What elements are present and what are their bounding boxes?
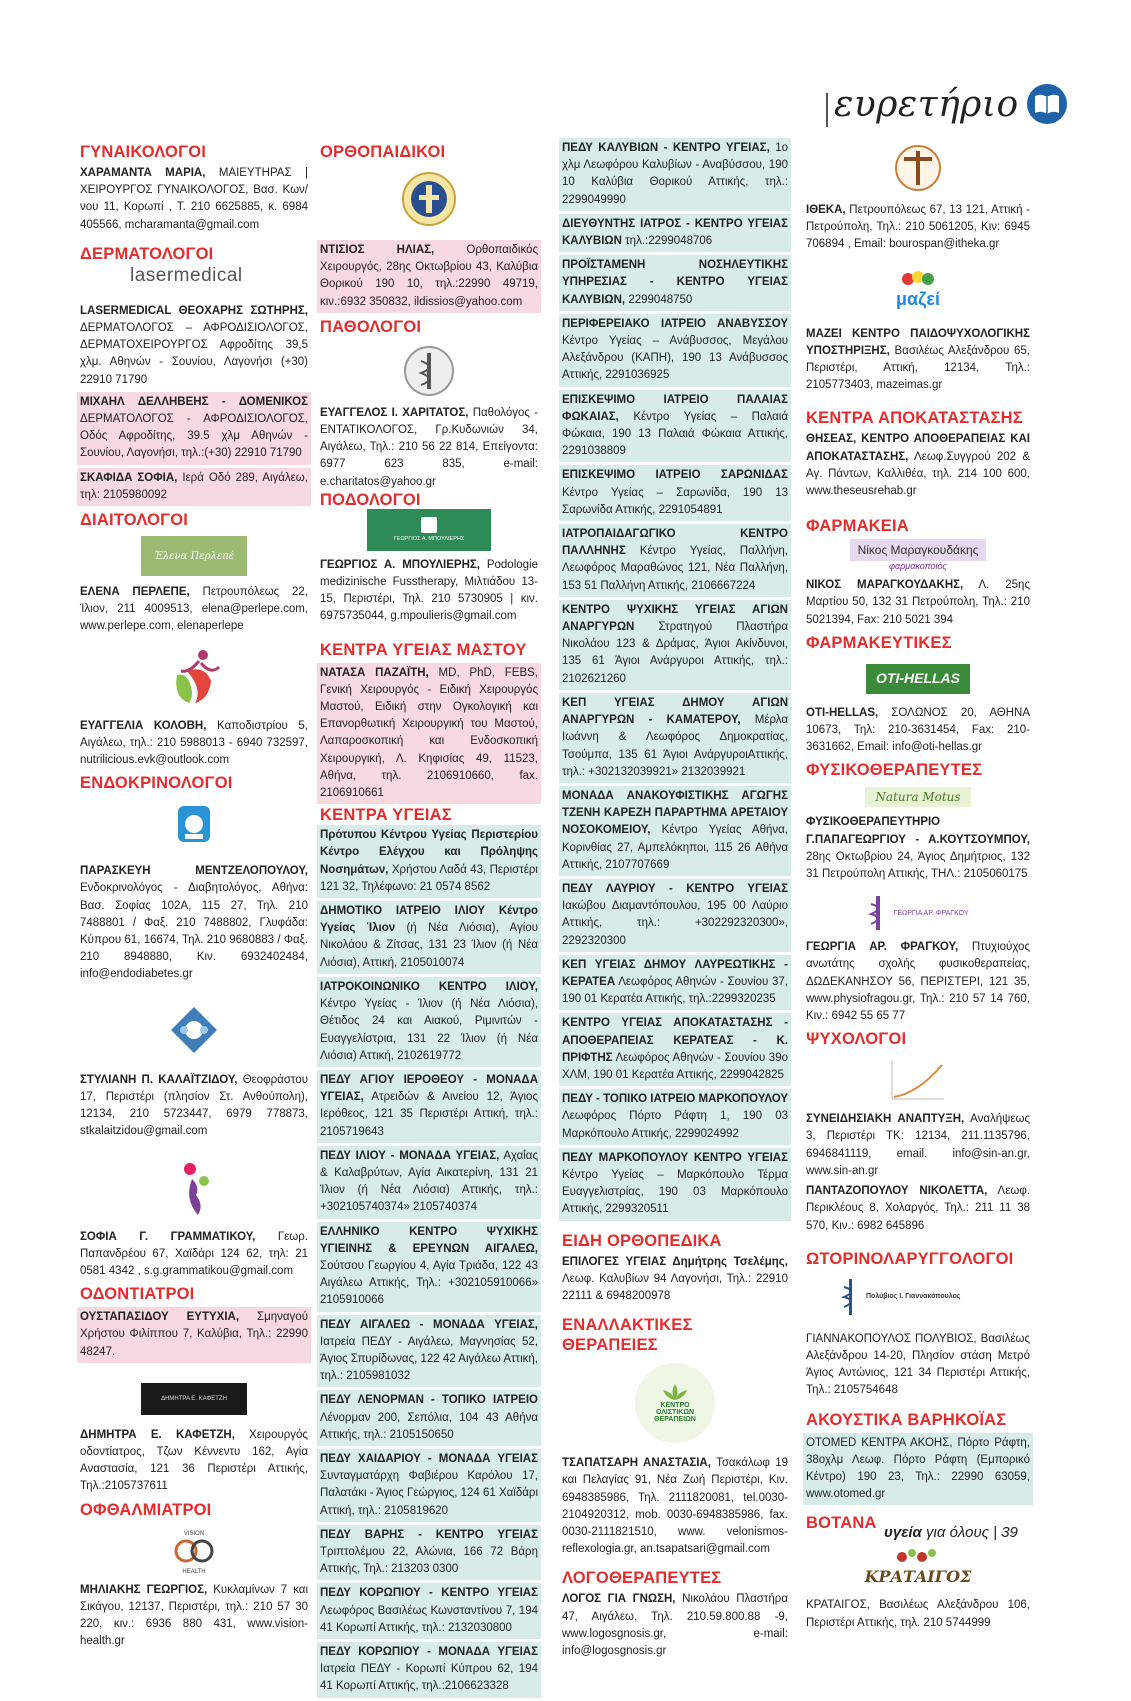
perlepe-logo: Έλενα Περλεπέ <box>80 536 308 576</box>
column-3 <box>562 138 788 1663</box>
header-divider <box>826 93 828 127</box>
natura-motus-logo: Natura Motus <box>806 786 1030 808</box>
listing-highlight: ΜΙΧΑΗΛ ΔΕΛΛΗΒΕΗΣ - ΔΟΜΕΝΙΚΟΣ ΔΕΡΜΑΤΟΛΟΓΟΣ - ΑΦΡΟΔΙΣΙΟΛΟΓΟΣ, Οδός Αφροδίτης, 39.5 χλμ Αθηνών - Σουνίου, Λαγονήσι, τηλ.:(+30) 22910 71790 <box>77 392 311 465</box>
section-heading: ΔΕΡΜΑΤΟΛΟΓΟΙ <box>80 244 214 263</box>
fragou-logo: ΓΕΩΡΓΙΑ ΑΡ. ΦΡΑΓΚΟΥ <box>806 893 1030 933</box>
column-2 <box>320 138 538 1701</box>
listing: ΣΟΦΙΑ Γ. ΓΡΑΜΜΑΤΙΚΟΥ, Γεωρ. Παπανδρέου 67, Χαϊδάρι 124 62, τηλ: 21 0581 4342 , s.g.grammatikou@gmail.com <box>80 1230 308 1277</box>
listing-highlight: ΠΡΟΪΣΤΑΜΕΝΗ ΝΟΣΗΛΕΥΤΙΚΗΣ ΥΠΗΡΕΣΙΑΣ - ΚΕΝΤΡΟ ΥΓΕΙΑΣ ΚΑΛΥΒΙΩΝ, 2299048750 <box>559 255 791 311</box>
book-icon <box>1027 84 1067 124</box>
section-heading: ΟΡΘΟΠΑΙΔΙΚΟΙ <box>320 143 446 161</box>
oti-hellas-logo: OTI-HELLAS <box>806 659 1030 699</box>
svg-text:VISION: VISION <box>183 1530 205 1537</box>
listing-highlight: ΠΕΔΥ ΚΟΡΩΠΙΟΥ - ΜΟΝΑΔΑ ΥΓΕΙΑΣ Ιατρεία ΠΕΔΥ - Κορωπί Κύπρου 62, 194 41 Κορωπί Αττικής, τηλ.:2106623328 <box>317 1642 541 1698</box>
section-heading: ΚΕΝΤΡΑ ΥΓΕΙΑΣ <box>320 806 452 825</box>
grammatikou-logo <box>80 1157 308 1221</box>
growth-logo <box>806 1055 1030 1105</box>
itheka-logo <box>806 142 1030 194</box>
listing: ΕΥΑΓΓΕΛΟΣ Ι. ΧΑΡΙΤΑΤΟΣ, Παθολόγος - ΕΝΤΑΤΙΚΟΛΟΓΟΣ, Γρ.Κυδωνιών 34, Αιγάλεω, Τηλ.: 210 56 22 814, Επείγοντα: 6977 623 835, e-mail: e.charitatos@yahoo.gr <box>320 406 538 488</box>
listing: ΦΥΣΙΚΟΘΕΡΑΠΕΥΤΗΡΙΟ Γ.ΠΑΠΑΓΕΩΡΓΙΟΥ - Α.ΚΟΥΤΣΟΥΜΠΟΥ, 28ης Οκτωβρίου 24, Άγιος Δημήτριος, 132 31 Πετρούπολη Αττικής, ΤΗΛ.: 2105060175 <box>806 816 1030 881</box>
kafetzi-logo: ΔΗΜΗΤΡΑ Ε. ΚΑΦΕΤΖΗ <box>80 1377 308 1421</box>
listing: LASERMEDICAL ΘΕΟΧΑΡΗΣ ΣΩΤΗΡΗΣ, ΔΕΡΜΑΤΟΛΟΓΟΣ – ΑΦΡΟΔΙΣΙΟΛΟΓΟΣ, ΔΕΡΜΑΤΟΧΕΙΡΟΥΡΓΟΣ Αφροδίτης 39,5 χλμ. Αθηνών - Σουνίου, Λαγονήσι (+30) 22910 71790 <box>80 304 308 386</box>
section-heading: ΔΙΑΙΤΟΛΟΓΟΙ <box>80 511 189 530</box>
listing: ΕΥΑΓΓΕΛΙΑ ΚΟΛΟΒΗ, Καποδιστρίου 5, Αιγάλεω, τηλ.: 210 5988013 - 6940 732597, nutrilicious.evk@outlook.com <box>80 719 308 767</box>
endo-logo <box>80 799 308 849</box>
holistic-center-logo: ΚΕΝΤΡΟ ΟΛΙΣΤΙΚΩΝ ΘΕΡΑΠΕΙΩΝ <box>562 1361 788 1445</box>
section-heading: ΒΟΤΑΝΑ <box>806 1514 877 1533</box>
listing-highlight: ΙΑΤΡΟΠΑΙΔΑΓΩΓΙΚΟ ΚΕΝΤΡΟ ΠΑΛΛΗΝΗΣ Κέντρο Υγείας, Παλλήνη, Λεωφόρος Μαραθώνος 121, Νέα Παλλήνη, 153 51 Παλλήνη Αττικής, 2106667224 <box>559 524 791 597</box>
listing-highlight: ΠΕΔΥ ΙΛΙΟΥ - ΜΟΝΑΔΑ ΥΓΕΙΑΣ, Αχαΐας & Καλαβρύτων, Αγία Αικατερίνη, 131 21 Ίλιον (ή Νέα Λιόσια) Αττικής, τηλ.: +302105740374» 2105740374 <box>317 1146 541 1219</box>
listing: ΕΛΕΝΑ ΠΕΡΛΕΠΕ, Πετρουπόλεως 22, Ίλιον, 211 4009513, elena@perlepe.com, www.perlepe.com, elenaperlepe <box>80 586 308 633</box>
section-heading: ΦΑΡΜΑΚΕΥΤΙΚΕΣ <box>806 633 952 652</box>
listing: ΠΑΝΤΑΖΟΠΟΥΛΟΥ ΝΙΚΟΛΕΤΤΑ, Λεωφ. Περικλέους 8, Χολαργός, Τηλ.: 211 11 38 570, Κιν.: 6982 645896 <box>806 1185 1030 1232</box>
listing: ΝΙΚΟΣ ΜΑΡΑΓΚΟΥΔΑΚΗΣ, Λ. 25ης Μαρτίου 50, 132 31 Πετρούπολη, Τηλ.: 210 5021394, Fax: 210 5021 394 <box>806 579 1030 626</box>
section-heading: ΓΥΝΑΙΚΟΛΟΓΟΙ <box>80 143 207 161</box>
section-heading: ΕΝΔΟΚΡΙΝΟΛΟΓΟΙ <box>80 774 233 793</box>
listing: ΙΘΕΚΑ, Πετρουπόλεως 67, 13 121, Αττική - Πετρούπολη, Τηλ.: 210 5061205, Κιν: 6945 706894 , Email: bourospan@itheka.gr <box>806 204 1030 251</box>
listing-highlight: ΝΤΙΣΙΟΣ ΗΛΙΑΣ, Ορθοπαιδικός Χειρουργός, 28ης Οκτωβρίου 43, Καλύβια Θορικού 190 10, τηλ.:22990 49719, κιν.:6932 350832, ildissios@yahoo.com <box>317 240 541 313</box>
listing: ΛΟΓΟΣ ΓΙΑ ΓΝΩΣΗ, Νικολάου Πλαστήρα 47, Αιγάλεω, Τηλ. 210.59.800.88 -9, www.logosgnosis.gr, e-mail: info@logosgnosis.gr <box>562 1593 788 1658</box>
listing: ΚΡΑΤΑΙΓΟΣ, Βασιλέως Αλεξάνδρου 106, Περιστέρι Αττικής, τηλ. 210 5744999 <box>806 1599 1030 1629</box>
listing: ΜΑΖΕΙ ΚΕΝΤΡΟ ΠΑΙΔΟΨΥΧΟΛΟΓΙΚΗΣ ΥΠΟΣΤΗΡΙΞΗΣ, Βασιλέως Αλεξάνδρου 65, Περιστέρι, Αττική, 12134, Τηλ.: 2105773403, mazeimas.gr <box>806 327 1030 392</box>
section-heading: ΟΦΘΑΛΜΙΑΤΡΟΙ <box>80 1500 212 1519</box>
section-heading: ΦΥΣΙΚΟΘΕΡΑΠΕΥΤΕΣ <box>806 761 983 780</box>
section-heading: ΚΕΝΤΡΑ ΑΠΟΚΑΤΑΣΤΑΣΗΣ <box>806 409 1023 428</box>
listing: ΔΗΜΗΤΡΑ Ε. ΚΑΦΕΤΖΗ, Χειρουργός οδοντίατρος, Τζων Κέννεντυ 162, Αγία Αναστασία, 121 36 Περιστέρι Αττικής, Τηλ.:2105737611 <box>80 1428 308 1493</box>
section-heading: ΠΟΔΟΛΟΓΟΙ <box>320 490 421 509</box>
listing: ΣΥΝΕΙΔΗΣΙΑΚΗ ΑΝΑΠΤΥΞΗ, Αναλήψεως 3, Περιστέρι ΤΚ: 12134, 211.1135796, 6946841119, email. info@sin-an.gr, www.sin-an.gr <box>806 1113 1030 1177</box>
listing-highlight: ΕΠΙΣΚΕΨΙΜΟ ΙΑΤΡΕΙΟ ΠΑΛΑΙΑΣ ΦΩΚΑΙΑΣ, Κέντρο Υγείας – Παλαιά Φώκαια, 190 13 Παλαιά Φώκαια Αττικής, 2291038809 <box>559 390 791 463</box>
section-heading: ΑΚΟΥΣΤΙΚΑ ΒΑΡΗΚΟΪΑΣ <box>806 1410 1007 1429</box>
page-header <box>826 74 1067 134</box>
listing-highlight: ΠΕΔΥ ΑΙΓΑΛΕΩ - ΜΟΝΑΔΑ ΥΓΕΙΑΣ, Ιατρεία ΠΕΔΥ - Αιγάλεω, Μαγνησίας 52, Άγιος Σπυρίδωνας, 122 42 Αιγάλεω Αττική, τηλ.: 2105981032 <box>317 1315 541 1388</box>
listing: ΤΣΑΠΑΤΣΑΡΗ ΑΝΑΣΤΑΣΙΑ, Τσακάλωφ 19 και Πελαγίας 91, Νέα Ζωή Περιστέρι, Κιν. 6948385986, Τηλ. 2111820081, tel.0030-2104920312, mob. 0030-6948385986, fax. 0030-2111821510, www. velonismos-reflexologia.gr, an.tsapatsari@gmail.com <box>562 1457 788 1556</box>
listing-highlight: ΠΕΔΥ ΚΑΛΥΒΙΩΝ - ΚΕΝΤΡΟ ΥΓΕΙΑΣ, 1ο χλμ Λεωφόρου Καλυβίων - Αναβύσσου, 190 10 Καλύβια Θορικού Αττικής, τηλ.: 2299049990 <box>559 138 791 211</box>
listing-highlight: ΕΛΛΗΝΙΚΟ ΚΕΝΤΡΟ ΨΥΧΙΚΗΣ ΥΓΙΕΙΝΗΣ & ΕΡΕΥΝΩΝ ΑΙΓΑΛΕΩ, Σούτσου Γεωργίου 4, Αγία Τριάδα, 122 43 Αιγάλεω Αττικής, Τηλ.: +302105910066» 2105910066 <box>317 1222 541 1312</box>
pharmacy-logo: Νίκος Μαραγκουδάκης φαρμακοποιός <box>806 539 1030 571</box>
listing-highlight: Πρότυπου Κέντρου Υγείας Περιστερίου Κέντρο Ελέγχου και Πρόληψης Νοσημάτων, Χρήστου Λαδά 43, Περιστέρι 121 32, Τηλέφωνο: 21 0574 8562 <box>317 825 541 898</box>
listing: OTI-HELLAS, ΣΟΛΩΝΟΣ 20, ΑΘΗΝΑ 10673, Τηλ: 210-3631454, Fax: 210-3631662, Email: info@oti-hellas.gr <box>806 706 1030 754</box>
section-heading: ΛΟΓΟΘΕΡΑΠΕΥΤΕΣ <box>562 1569 722 1588</box>
listing-highlight: ΜΟΝΑΔΑ ΑΝΑΚΟΥΦΙΣΤΙΚΗΣ ΑΓΩΓΗΣ ΤΖΕΝΗ ΚΑΡΕΖΗ ΠΑΡΑΡΤΗΜΑ ΑΡΕΤΑΙΟΥ ΝΟΣΟΚΟΜΕΙΟΥ, Κέντρο Υγείας Αθήνα, Κορινθίας 27, Αμπελόκηποι, 115 26 Αθήνα Αττικής, 2107707669 <box>559 786 791 876</box>
listing-highlight: ΝΑΤΑΣΑ ΠΑΖΑΪΤΗ, MD, PhD, FEBS, Γενική Χειρουργός - Ειδική Χειρουργός Μαστού, Ειδική στην Ογκολογική και Επανορθωτική Χειρουργική του Μαστού, Λαπαροσκοπική και Ενδοσκοπική Χειρουργική, Λ. Κηφισίας 49, 11523, Αθήνα, τηλ. 2106910660, fax. 2106910661 <box>317 663 541 805</box>
listing-highlight: ΚΕΝΤΡΟ ΨΥΧΙΚΗΣ ΥΓΕΙΑΣ ΑΓΙΩΝ ΑΝΑΡΓΥΡΩΝ Στρατηγού Πλαστήρα Νικολάου 123 & Δράμας, Άγιοι Ακίνδυνοι, 135 61 Άγιοι Ανάργυροι Αττικής, τηλ.: 2102621260 <box>559 600 791 690</box>
apple-logo <box>80 642 308 712</box>
listing-highlight: ΙΑΤΡΟΚΟΙΝΩΝΙΚΟ ΚΕΝΤΡΟ ΙΛΙΟΥ, Κέντρο Υγείας - Ίλιον (ή Νέα Λιόσια), Θέτιδος 24 και Αιακού, Ριμινιτών - Ευαγγελίστρια, 131 22 Ίλιον (ή Νέα Λιόσια) Αττική, 2102619772 <box>317 977 541 1067</box>
kalaitzidou-logo <box>80 1000 308 1060</box>
section-heading: ΠΑΘΟΛΟΓΟΙ <box>320 317 422 336</box>
listing: ΣΤΥΛΙΑΝΗ Π. ΚΑΛΑΪΤΖΙΔΟΥ, Θεοφράστου 17, Περιστέρι (πλησίον Στ. Ανθούπολη), 12134, 210 5723447, 6979 778873, stkalaitzidou@gmail.com <box>80 1073 308 1138</box>
listing-highlight: ΠΕΔΥ - ΤΟΠΙΚΟ ΙΑΤΡΕΙΟ ΜΑΡΚΟΠΟΥΛΟΥ Λεωφόρος Πόρτο Ράφτη 1, 190 03 Μαρκόπουλο Αττικής, 2299024992 <box>559 1089 791 1145</box>
listing-highlight: ΠΕΔΥ ΚΟΡΩΠΙΟΥ - ΚΕΝΤΡΟ ΥΓΕΙΑΣ Λεωφόρος Βασιλέως Κωνσταντίνου 7, 194 41 Κορωπί Αττικής, τηλ.: 2132030800 <box>317 1583 541 1639</box>
listing: ΜΗΛΙΑΚΗΣ ΓΕΩΡΓΙΟΣ, Κυκλαμίνων 7 και Σικάγου, 12137, Περιστέρι, τηλ.: 210 57 30 220, κιν.: 6936 880 431, www.vision-health.gr <box>80 1583 309 1648</box>
listing: ΓΕΩΡΓΙΟΣ Α. ΜΠΟΥΛΙΕΡΗΣ, Podologie medizinische Fusstherapy, Μιλτιάδου 13-15, Περιστέρι, Τηλ. 210 5730905 | κιν. 6975735044, g.mpoulieris@gmail.com <box>320 558 538 623</box>
mpoulieris-logo: ΓΕΩΡΓΙΟΣ Α. ΜΠΟΥΛΙΕΡΗΣ <box>320 509 538 551</box>
listing-highlight: ΠΕΔΥ ΒΑΡΗΣ - ΚΕΝΤΡΟ ΥΓΕΙΑΣ Τριπτολέμου 22, Αλώνια, 166 72 Βάρη Αττικής, Τηλ.: 213203 0300 <box>317 1525 541 1581</box>
listing: ΧΑΡΑΜΑΝΤΑ ΜΑΡΙΑ, ΜΑΙΕΥΤΗΡΑΣ |ΧΕΙΡΟΥΡΓΟΣ ΓΥΝΑΙΚΟΛΟΓΟΣ, Βασ. Κων/νου 11, Κορωπί , Τ. 210 6625885, κ. 6984 405566, mcharamanta@gmail.com <box>80 167 308 231</box>
listing-highlight: ΚΕΝΤΡΟ ΥΓΕΙΑΣ ΑΠΟΚΑΤΑΣΤΑΣΗΣ - ΑΠΟΘΕΡΑΠΕΙΑΣ ΚΕΡΑΤΕΑΣ - Κ. ΠΡΙΦΤΗΣ Λεωφόρος Αθηνών - Σουνίου 39ο ΧΛΜ, 190 01 Κερατέα Αττικής, 2299042825 <box>559 1013 791 1086</box>
listing-highlight: ΟΥΣΤΑΠΑΣΙΔΟΥ ΕΥΤΥΧΙΑ, Σμηναγού Χρήστου Φιλίππου 7, Καλύβια, Τηλ.: 22990 48247. <box>77 1307 311 1363</box>
listing-highlight: ΚΕΠ ΥΓΕΙΑΣ ΔΗΜΟΥ ΑΓΙΩΝ ΑΝΑΡΓΥΡΩΝ - ΚΑΜΑΤΕΡΟΥ, Μέρλα Ιωάννη & Λεωφόρος Δημοκρατίας, Τσούμπα, 135 61 Άγιοι ΑνάργυροιΑττικής, τηλ.: +302132039921» 2132039921 <box>559 693 791 783</box>
caduceus-logo <box>320 343 538 399</box>
listing: ΓΕΩΡΓΙΑ ΑΡ. ΦΡΑΓΚΟΥ, Πτυχιούχος ανωτάτης σχολής φυσικοθεραπείας, ΔΩΔΕΚΑΝΗΣΟΥ 56, ΠΕΡΙΣΤΕΡΙ, 121 35, www.physiofragou.gr, Τηλ.: 210 57 14 760, Κιν.: 6942 55 65 77 <box>806 941 1030 1023</box>
column-4 <box>806 138 1030 1635</box>
krataigos-logo: ΚΡΑΤΑΙΓΟΣ <box>806 1539 1030 1591</box>
listing-highlight: ΠΕΔΥ ΧΑΙΔΑΡΙΟΥ - ΜΟΝΑΔΑ ΥΓΕΙΑΣ Συνταγματάρχη Φαβιέρου Καρόλου 17, Παλατάκι - Άγιος Γεώργιος, 124 61 Χαϊδάρι Αττική, τηλ.: 2105819620 <box>317 1449 541 1522</box>
ent-logo: Πολύβιος Ι. Γιαννακόπουλος <box>840 1275 1030 1319</box>
orthopedic-logo <box>320 168 538 230</box>
listing: ΠΑΡΑΣΚΕΥΗ ΜΕΝΤΖΕΛΟΠΟΥΛΟΥ, Ενδοκρινολόγος - Διαβητολόγος, Αθήνα: Βασ. Σοφίας 102Α, 115 27, Τηλ. 210 7488801 / Φαξ. 210 7488802, Γλυφάδα: Κύπρου 61, 16674, Τηλ. 210 9680883 / Φαξ. 210 8948880, Κιν. 6932402484, info@endodiabetes.gr <box>80 865 308 981</box>
listing-highlight: ΠΕΔΥ ΜΑΡΚΟΠΟΥΛΟΥ ΚΕΝΤΡΟ ΥΓΕΙΑΣ Κέντρο Υγείας – Μαρκόπουλο Τέρμα Ευαγγελιστρίας, 190 03 Μαρκόπουλο Αττικής, 2299320511 <box>559 1148 791 1221</box>
vision-health-logo <box>80 1526 308 1576</box>
listing-highlight: ΠΕΔΥ ΛΑΥΡΙΟΥ - ΚΕΝΤΡΟ ΥΓΕΙΑΣ Ιακώβου Διαμαντόπουλου, 195 00 Λαύριο Αττικής, τηλ.: +302292320300», 2292320300 <box>559 879 791 952</box>
listing-highlight: ΠΕΔΥ ΛΕΝΟΡΜΑΝ - ΤΟΠΙΚΟ ΙΑΤΡΕΙΟ Λένορμαν 200, Σεπόλια, 104 43 Αθήνα Αττικής, τηλ.: 2105150650 <box>317 1390 541 1446</box>
listing-highlight: ΣΚΑΦΙΔΑ ΣΟΦΙΑ, Ιερά Οδό 289, Αιγάλεω, τηλ: 2105980092 <box>77 468 311 506</box>
section-heading: ΕΝΑΛΛΑΚΤΙΚΕΣ ΘΕΡΑΠΕΙΕΣ <box>562 1316 693 1355</box>
section-heading: ΟΔΟΝΤΙΑΤΡΟΙ <box>80 1285 195 1304</box>
listing: ΓΙΑΝΝΑΚΟΠΟΥΛΟΣ ΠΟΛΥΒΙΟΣ, Βασιλέως Αλεξάνδρου 14-20, Πλησίον στάση Μετρό Άγιος Αντώνιος, 121 34 Περιστέρι Αττικής, Τηλ.: 2105754648 <box>806 1332 1030 1397</box>
listing-highlight: ΔΗΜΟΤΙΚΟ ΙΑΤΡΕΙΟ ΙΛΙΟΥ Κέντρο Υγείας Ίλιον (ή Νέα Λιόσια), Αγίου Νικολάου & Ζίτσας, 131 23 Ίλιον (ή Νέα Λιόσια), Αττική, 2105010074 <box>317 901 541 974</box>
page-footer: υγεία για όλους | 39 <box>884 1524 1018 1541</box>
section-heading: ΦΑΡΜΑΚΕΙΑ <box>806 517 909 536</box>
section-heading: ΨΥΧΟΛΟΓΟΙ <box>806 1030 907 1049</box>
lasermedical-logo: lasermedical <box>130 264 243 286</box>
listing-highlight: OTOMED ΚΕΝΤΡΑ ΑΚΟΗΣ, Πόρτο Ράφτη, 38οχλμ Λεωφ. Πόρτο Ράφτη (Εμπορικό Κέντρο) 190 23, Τηλ.: 22990 63059, www.otomed.gr <box>803 1433 1033 1506</box>
mazei-logo: μαζεί <box>806 260 1030 320</box>
section-heading: ΚΕΝΤΡΑ ΥΓΕΙΑΣ ΜΑΣΤΟΥ <box>320 640 527 659</box>
section-heading: ΩΤΟΡΙΝΟΛΑΡΥΓΓΟΛΟΓΟΙ <box>806 1249 1014 1268</box>
page-title: ευρετήριο <box>834 83 1019 125</box>
listing: ΕΠΙΛΟΓΕΣ ΥΓΕΙΑΣ Δημήτρης Τσελέμης, Λεωφ. Καλυβίων 94 Λαγονήσι, Τηλ.: 22910 22111 & 6948200978 <box>562 1255 788 1302</box>
listing-highlight: ΠΕΡΙΦΕΡΕΙΑΚΟ ΙΑΤΡΕΙΟ ΑΝΑΒΥΣΣΟΥ Κέντρο Υγείας – Ανάβυσσος, Μεγάλου Αλεξάνδρου (ΚΑΠΗ), 190 13 Ανάβυσσος Αττικής, 2291036925 <box>559 314 791 387</box>
listing-highlight: ΕΠΙΣΚΕΨΙΜΟ ΙΑΤΡΕΙΟ ΣΑΡΩΝΙΔΑΣ Κέντρο Υγείας – Σαρωνίδα, 190 13 Σαρωνίδα Αττικής, 2291054891 <box>559 465 791 521</box>
listing-highlight: ΚΕΠ ΥΓΕΙΑΣ ΔΗΜΟΥ ΛΑΥΡΕΩΤΙΚΗΣ - ΚΕΡΑΤΕΑ Λεωφόρος Αθηνών - Σουνίου 37, 190 01 Κερατέα Αττικής, τηλ.:2299320235 <box>559 955 791 1011</box>
listing: ΘΗΣΕΑΣ, ΚΕΝΤΡΟ ΑΠΟΘΕΡΑΠΕΙΑΣ ΚΑΙ ΑΠΟΚΑΤΑΣΤΑΣΗΣ, Λεωφ.Συγγρού 202 & Αγ. Πάντων, Καλλιθέα, τηλ. 214 100 600, www.theseusrehab.gr <box>806 433 1030 498</box>
column-1 <box>80 138 308 1653</box>
listing-highlight: ΔΙΕΥΘΥΝΤΗΣ ΙΑΤΡΟΣ - ΚΕΝΤΡΟ ΥΓΕΙΑΣ ΚΑΛΥΒΙΩΝ τηλ.:2299048706 <box>559 214 791 252</box>
section-heading: ΕΙΔΗ ΟΡΘΟΠΕΔΙΚΑ <box>562 1231 722 1250</box>
listing-highlight: ΠΕΔΥ ΑΓΙΟΥ ΙΕΡΟΘΕΟΥ - ΜΟΝΑΔΑ ΥΓΕΙΑΣ, Ατρειδών & Αινείου 12, Άγιος Ιερόθεος, 121 35 Περιστέρι Αττική, τηλ.: 2105719643 <box>317 1070 541 1143</box>
svg-text:HEALTH: HEALTH <box>182 1568 206 1575</box>
